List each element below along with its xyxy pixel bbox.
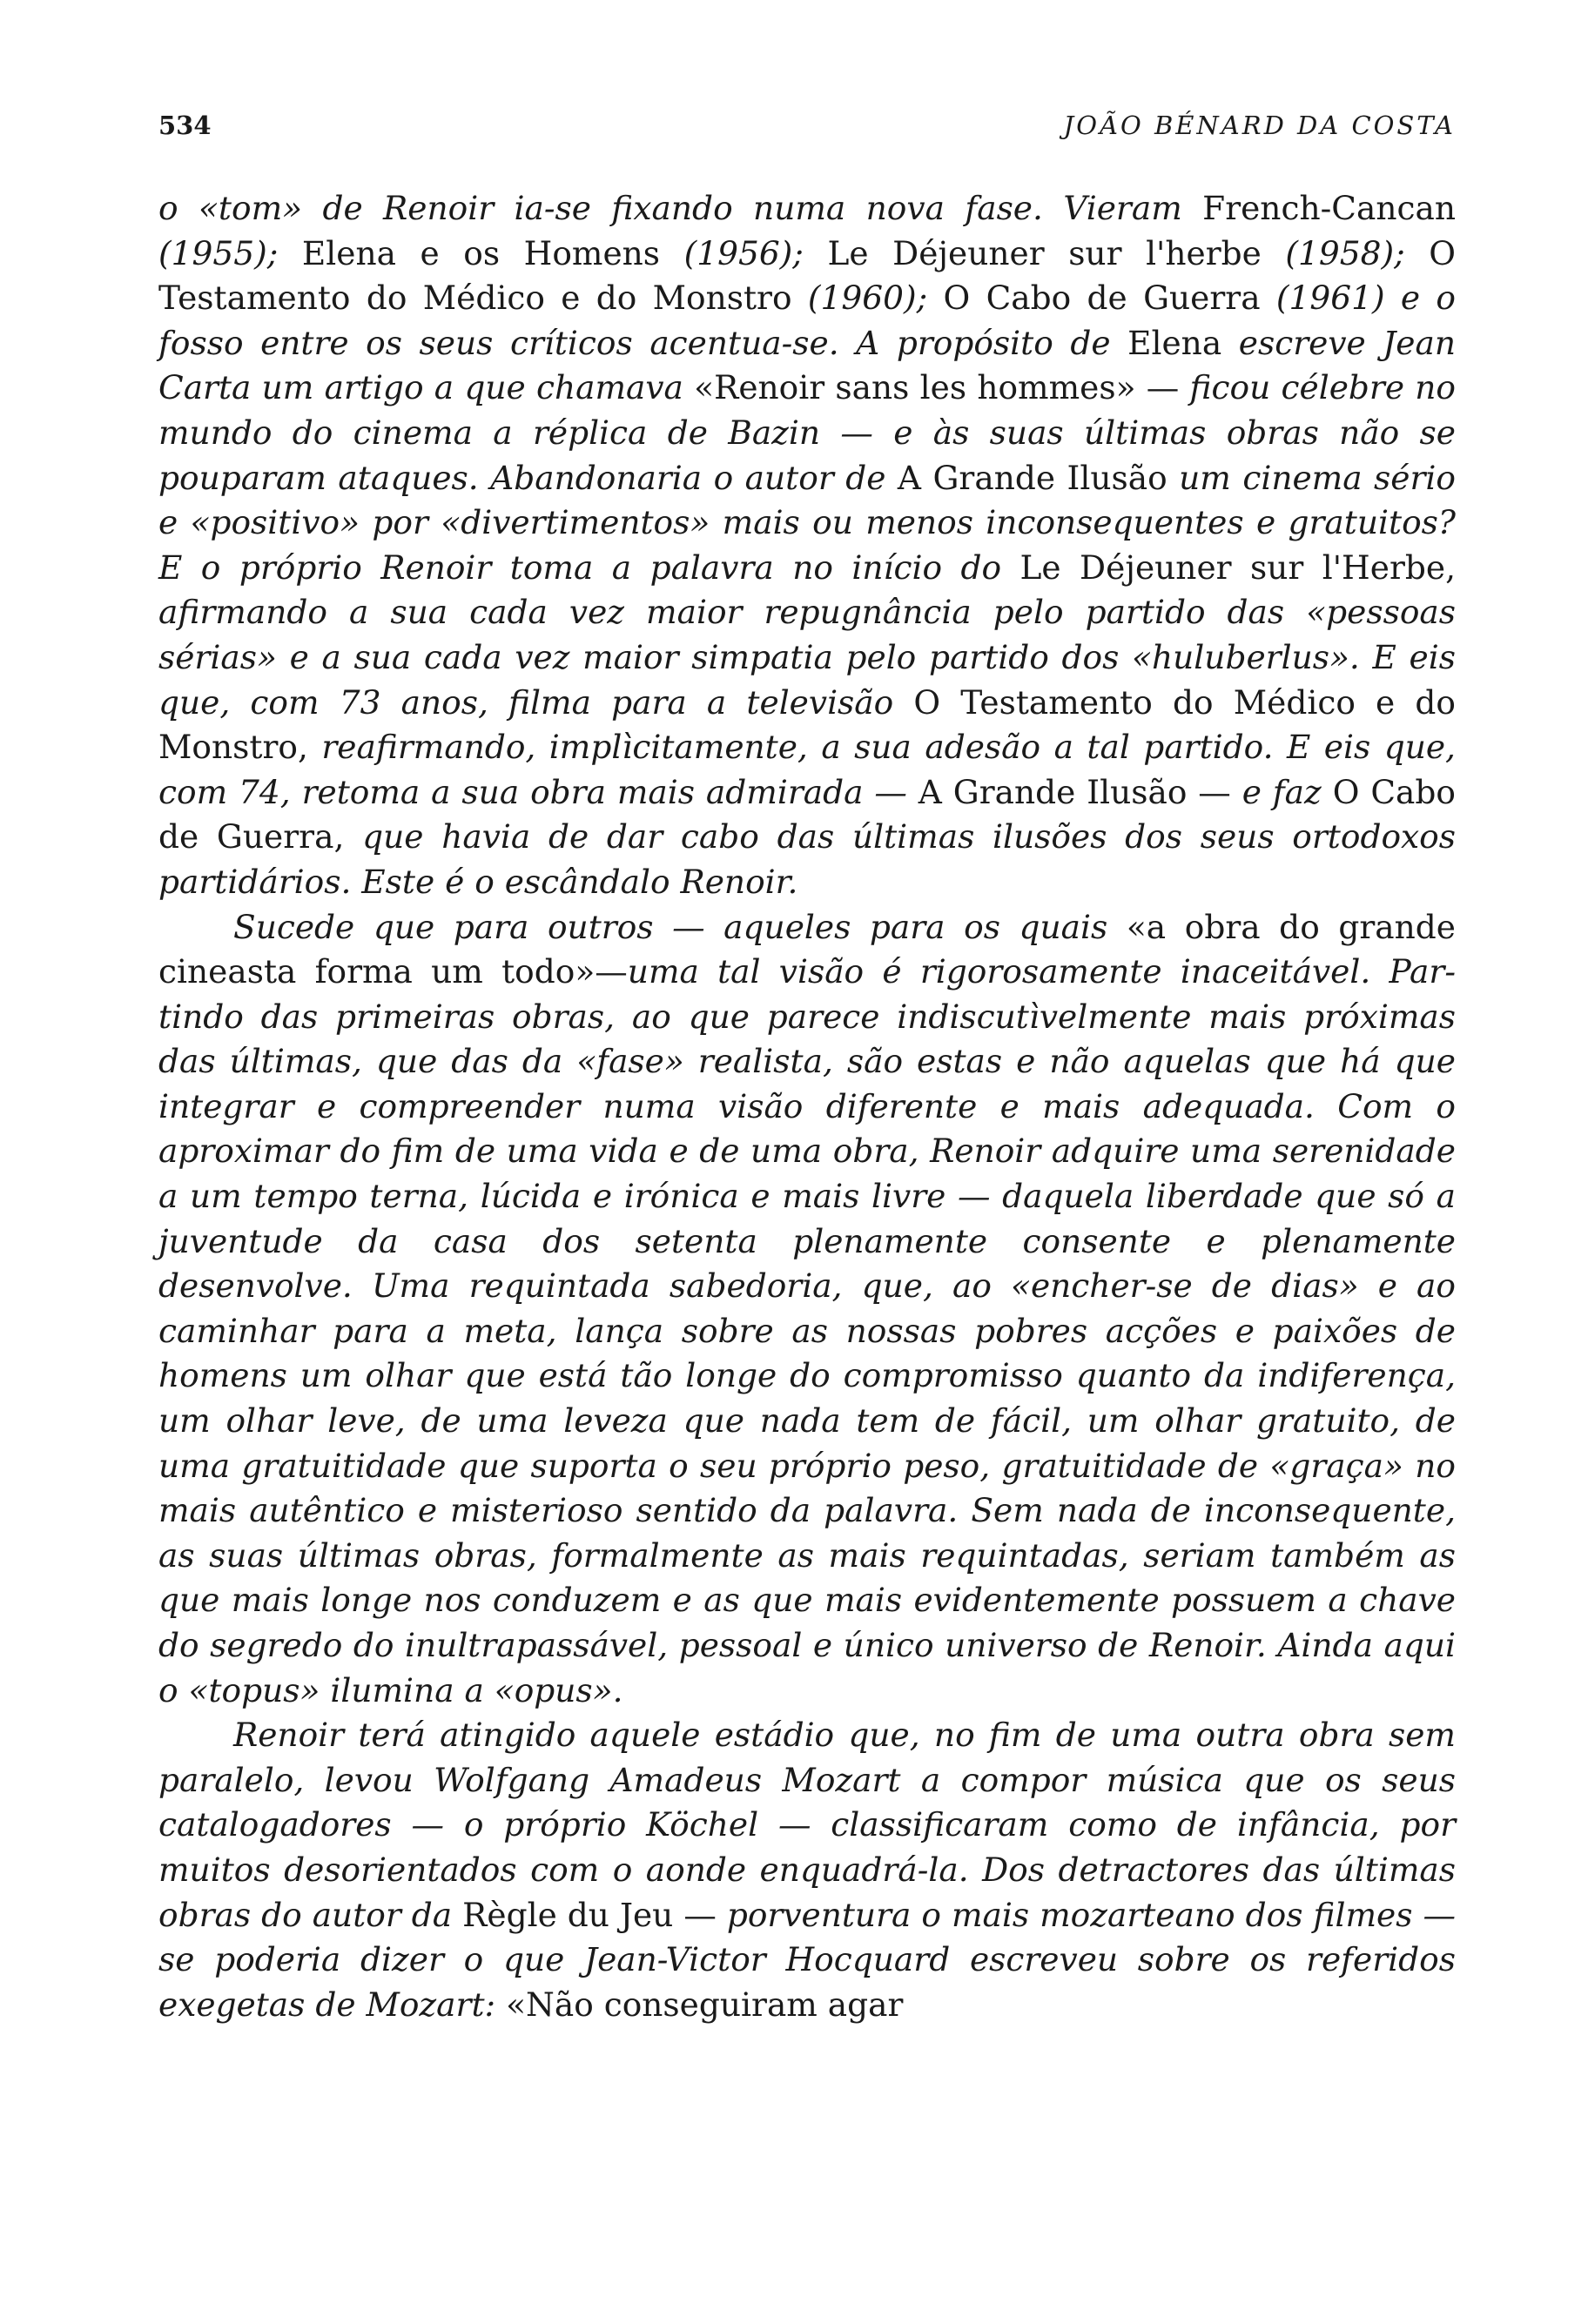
paragraph bbox=[158, 905, 1456, 1714]
italic-text: e faz bbox=[1241, 772, 1333, 811]
roman-text: O Testamento do Médico e do Monstro bbox=[158, 233, 1457, 318]
italic-text: reafirmando, implìcitamente, a sua adesão a tal partido. E eis que, com 74, retoma a sua obra mais admirada — bbox=[158, 728, 1456, 811]
paragraph bbox=[158, 1713, 1456, 2027]
paragraph bbox=[158, 186, 1456, 905]
roman-text: A Grande Ilusão bbox=[897, 458, 1180, 497]
italic-text: Sucede que para outros — aqueles para os quais bbox=[233, 907, 1127, 946]
italic-text: um cinema sério e «positivo» por «divertimentos» mais ou menos inconsequentes e gratuitos? E o próprio Renoir toma a palavra no início do bbox=[158, 458, 1456, 587]
roman-text: «a obra do grande cineasta forma um todo»— bbox=[158, 907, 1456, 991]
italic-text: que havia de dar cabo das últimas ilusões dos seus ortodoxos partidários. Este é o escândalo Renoir. bbox=[158, 817, 1457, 901]
italic-text: (1960); bbox=[807, 279, 944, 318]
italic-text: (1955); bbox=[158, 233, 302, 272]
roman-text: O Testamento do Médico e do Monstro, bbox=[158, 682, 1456, 767]
running-title: JOÃO BÉNARD DA COSTA bbox=[1063, 111, 1456, 140]
roman-text: Le Déjeuner sur l'herbe bbox=[827, 233, 1286, 272]
italic-text: uma tal visão é rigorosamente inaceitável. Partindo das primeiras obras, ao que parece indiscutìvelmente mais próximas das últimas, que das da «fase» realista, são estas e não aquelas que há que integrar e compreender numa visão diferente e mais adequada. Com o aproximar do fim de uma vida e de uma obra, Renoir adquire uma serenidade a um tempo terna, lúcida e irónica e mais livre — daquela liberdade que só a juventude da casa dos setenta plenamente consente e plenamente desenvolve. Uma requintada sabedoria, que, ao «encher-se de dias» e ao caminhar para a meta, lança sobre as nossas pobres acções e paixões de homens um olhar que está tão longe do compromisso quanto da indiferença, um olhar leve, de uma leveza que nada tem de fácil, um olhar gratuito, de uma gratuitidade que suporta o seu próprio peso, gratuitidade de «graça» no mais autêntico e misterioso sentido da palavra. Sem nada de inconsequente, as suas últimas obras, formalmente as mais requintadas, seriam também as que mais longe nos conduzem e as que mais evidentemente possuem a chave do segredo do inultrapassável, pessoal e único universo de Renoir. Ainda aqui o «topus» ilumina a «opus». bbox=[158, 952, 1456, 1709]
book-page bbox=[158, 0, 1456, 2324]
italic-text: ficou célebre no mundo do cinema a réplica de Bazin — e às suas últimas obras não se pouparam ataques. Abandonaria o autor de bbox=[158, 368, 1456, 497]
italic-text: porventura o mais mozarteano dos filmes — se poderia dizer o que Jean-Victor Hocquard escreveu sobre os referidos exegetas de Mozart: bbox=[158, 1895, 1456, 2024]
body-text bbox=[158, 186, 1456, 2027]
roman-text: «Renoir sans les hommes» — bbox=[694, 368, 1190, 407]
running-head bbox=[158, 108, 1456, 143]
roman-text: Elena bbox=[1127, 323, 1239, 362]
italic-text: Renoir terá atingido aquele estádio que, no fim de uma outra obra sem paralelo, levou Wolfgang Amadeus Mozart a compor música que os seus catalogadores — o próprio Köchel — classificaram como de infância, por muitos desorientados com o aonde enquadrá-la. Dos detractores das últimas obras do autor da bbox=[158, 1716, 1456, 1934]
italic-text: (1956); bbox=[683, 233, 828, 272]
roman-text: Règle du Jeu — bbox=[462, 1895, 727, 1934]
roman-text: O Cabo de Guerra bbox=[943, 279, 1276, 318]
roman-text: Le Déjeuner sur l'Herbe, bbox=[1019, 547, 1456, 587]
roman-text: «Não conseguiram agar bbox=[506, 1985, 904, 2024]
roman-text: A Grande Ilusão — bbox=[918, 772, 1242, 811]
page-number: 534 bbox=[158, 111, 212, 140]
roman-text: Elena e os Homens bbox=[301, 233, 684, 272]
italic-text: (1961) e o fosso entre os seus críticos acentua-se. A propósito de bbox=[158, 279, 1457, 362]
roman-text: French-Cancan bbox=[1202, 189, 1456, 227]
roman-text: O Cabo de Guerra, bbox=[158, 772, 1456, 856]
italic-text: escreve Jean Carta um artigo a que chamava bbox=[158, 323, 1456, 407]
italic-text: afirmando a sua cada vez maior repugnância pelo partido das «pessoas sérias» e a sua cada vez maior simpatia pelo partido dos «huluberlus». E eis que, com 73 anos, filma para a televisão bbox=[158, 593, 1456, 722]
italic-text: (1958); bbox=[1285, 233, 1430, 272]
italic-text: o «tom» de Renoir ia-se fixando numa nova fase. Vieram bbox=[158, 189, 1203, 227]
